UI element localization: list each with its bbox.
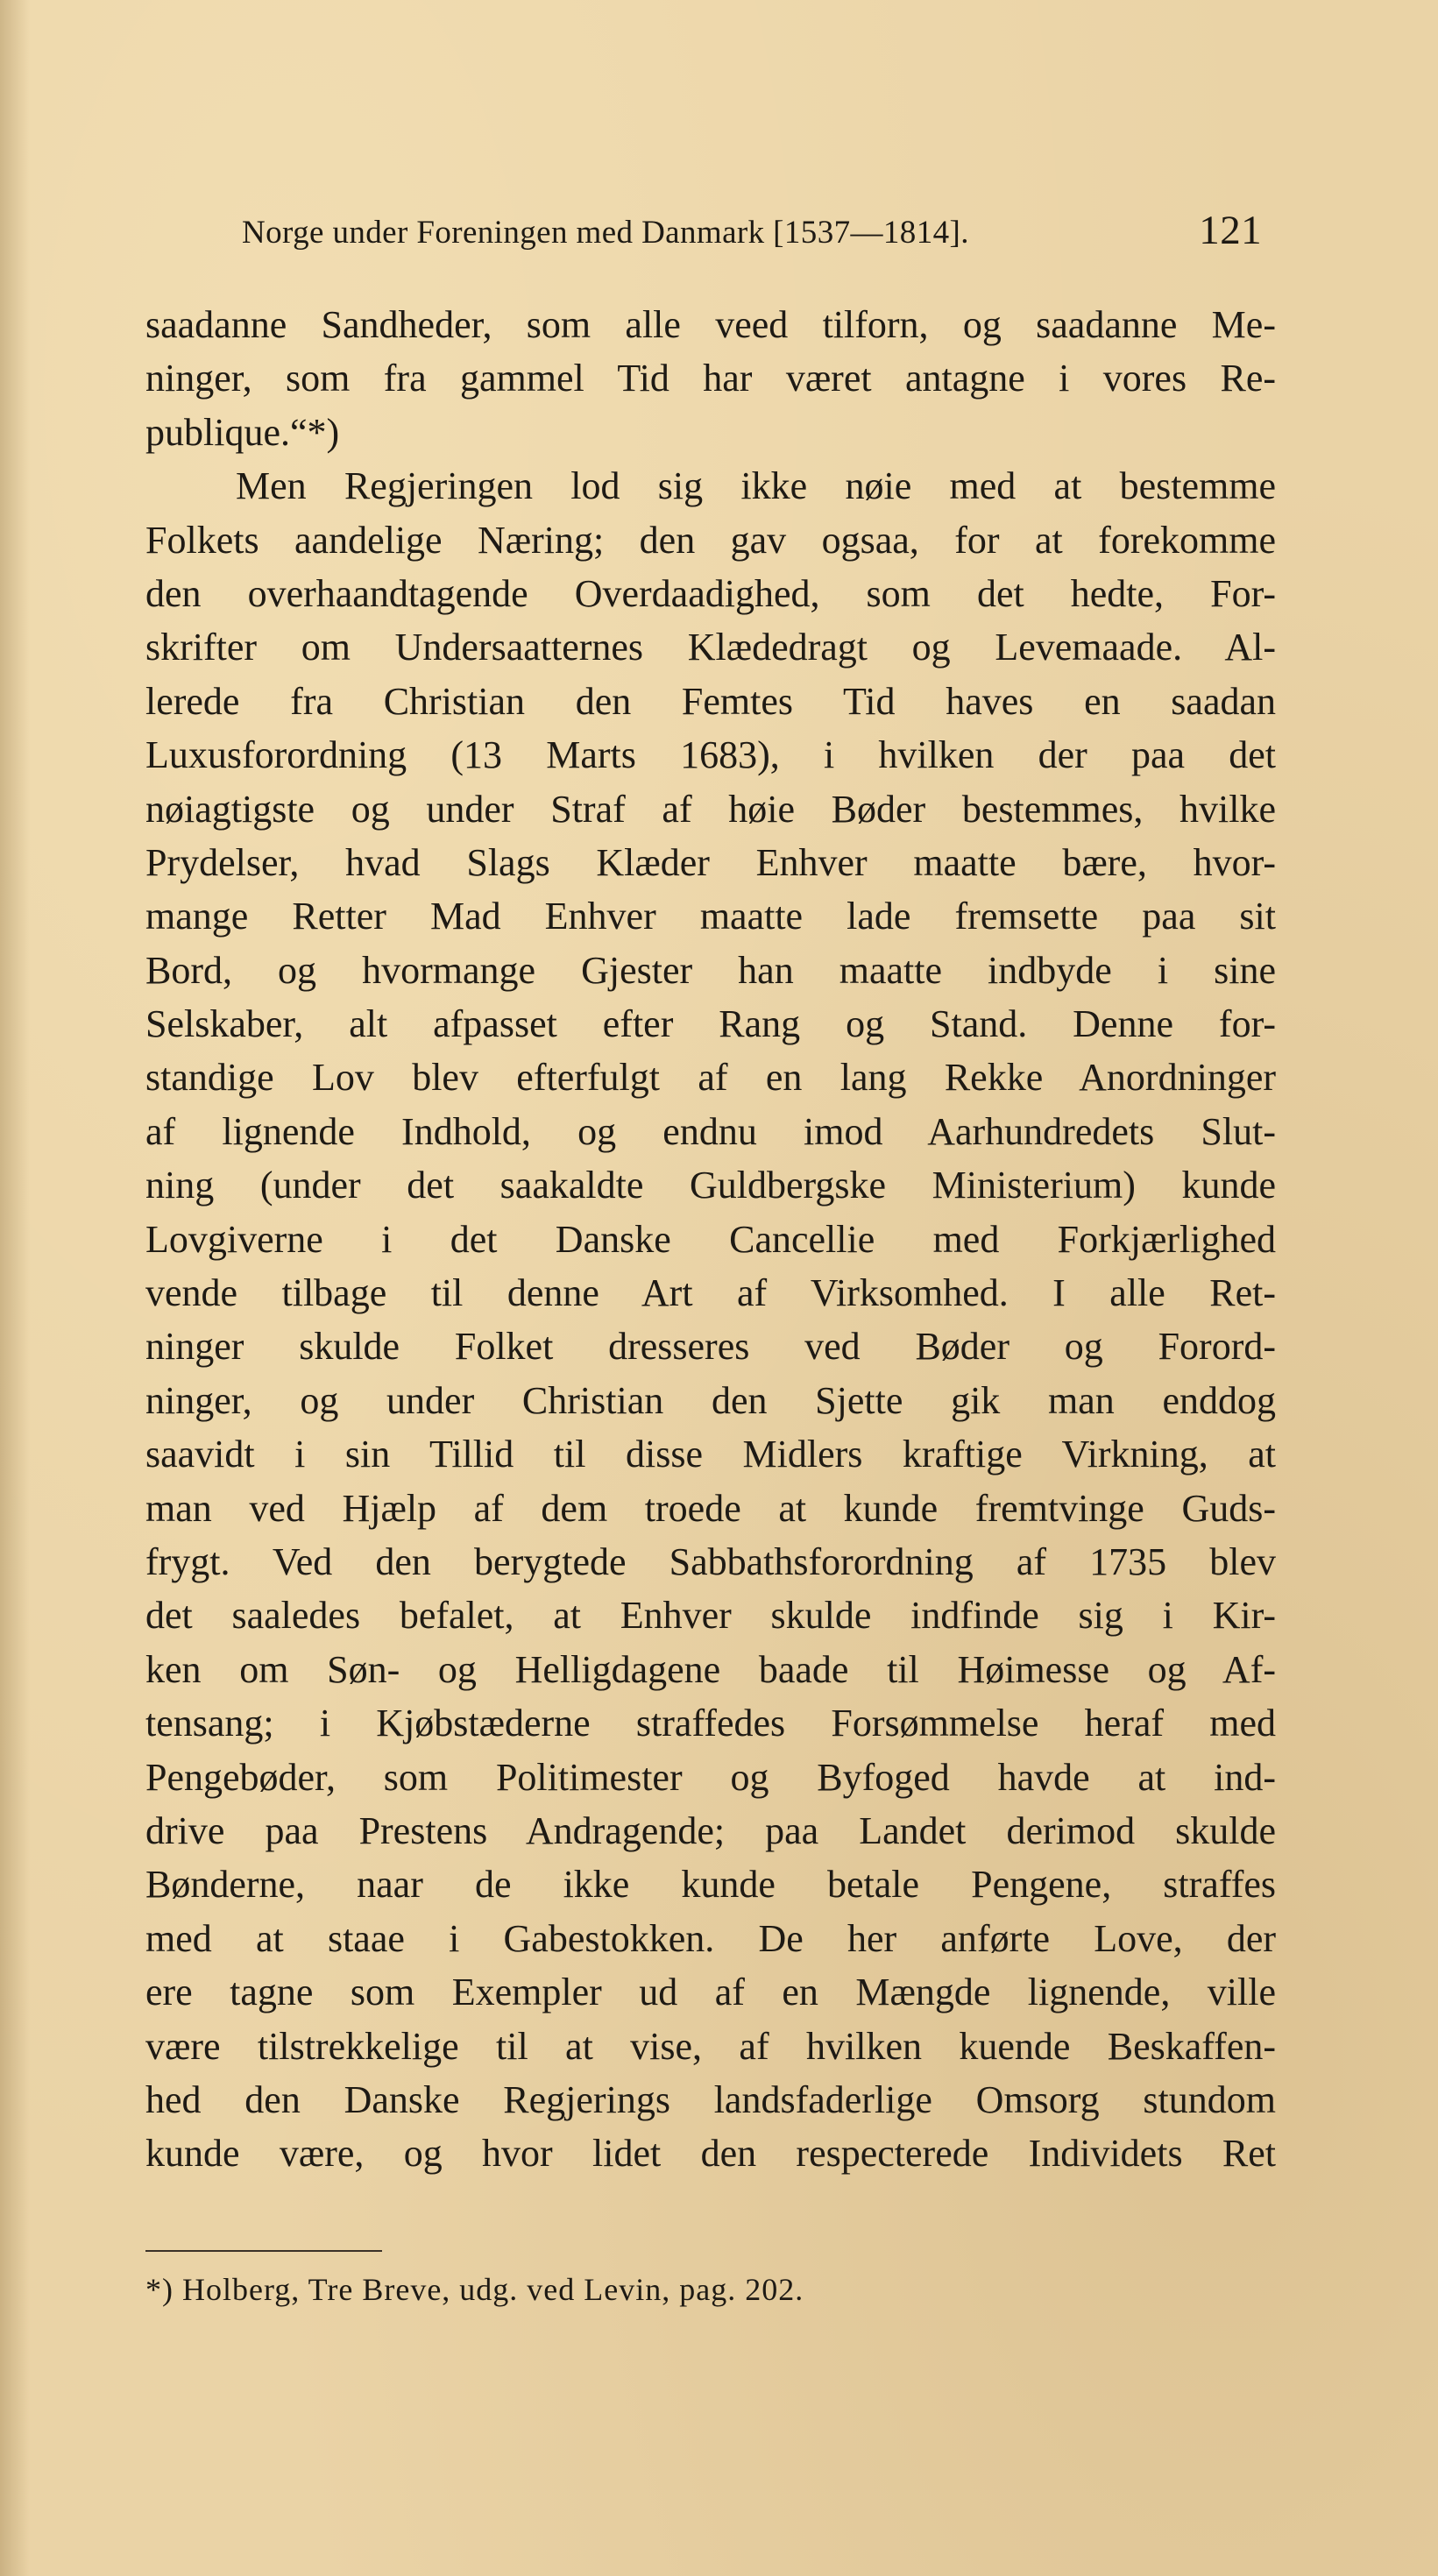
text-line: ning (under det saakaldte Guldbergske Ministerium) kunde bbox=[145, 1164, 1276, 1207]
running-header bbox=[242, 207, 1262, 259]
text-line: frygt. Ved den berygtede Sabbathsforordning af 1735 blev bbox=[145, 1539, 1276, 1583]
text-line: Luxusforordning (13 Marts 1683), i hvilken der paa det bbox=[145, 733, 1276, 777]
text-line: skrifter om Undersaatternes Klædedragt og Levemaade. Al- bbox=[145, 626, 1276, 669]
text-line: med at staae i Gabestokken. De her anførte Love, der bbox=[145, 1916, 1276, 1960]
text-line: ninger skulde Folket dresseres ved Bøder og Forord- bbox=[145, 1325, 1276, 1369]
text-line: drive paa Prestens Andragende; paa Landet derimod skulde bbox=[145, 1808, 1276, 1852]
page-number: 121 bbox=[1199, 208, 1262, 253]
footnote: *) Holberg, Tre Breve, udg. ved Levin, pag. 202. bbox=[145, 2272, 804, 2307]
text-line: ere tagne som Exempler ud af en Mængde lignende, ville bbox=[145, 1971, 1276, 2014]
body-text bbox=[145, 298, 1276, 2181]
text-line: ken om Søn- og Helligdagene baade til Høimesse og Af- bbox=[145, 1647, 1276, 1691]
text-line: Selskaber, alt afpasset efter Rang og Stand. Denne for- bbox=[145, 1002, 1276, 1046]
text-line: Bønderne, naar de ikke kunde betale Pengene, straffes bbox=[145, 1863, 1276, 1907]
text-line: saavidt i sin Tillid til disse Midlers kraftige Virkning, at bbox=[145, 1433, 1276, 1476]
text-line: Men Regjeringen lod sig ikke nøie med at bestemme bbox=[236, 464, 1276, 508]
header-title: Norge under Foreningen med Danmark [1537—1814]. bbox=[242, 215, 969, 251]
text-line: kunde være, og hvor lidet den respecterede Individets Ret bbox=[145, 2132, 1276, 2176]
text-line: man ved Hjælp af dem troede at kunde fremtvinge Guds- bbox=[145, 1486, 1276, 1530]
text-line: Bord, og hvormange Gjester han maatte indbyde i sine bbox=[145, 948, 1276, 992]
page-edge-shadow bbox=[0, 0, 30, 2576]
footnote-divider bbox=[145, 2250, 382, 2252]
text-line: Lovgiverne i det Danske Cancellie med Forkjærlighed bbox=[145, 1217, 1276, 1261]
text-line: vende tilbage til denne Art af Virksomhed. I alle Ret- bbox=[145, 1271, 1276, 1315]
text-line: tensang; i Kjøbstæderne straffedes Forsømmelse heraf med bbox=[145, 1702, 1276, 1745]
text-line: publique.“*) bbox=[145, 410, 340, 454]
text-line: den overhaandtagende Overdaadighed, som det hedte, For- bbox=[145, 571, 1276, 615]
text-line: Pengebøder, som Politimester og Byfoged havde at ind- bbox=[145, 1755, 1276, 1799]
text-line: Prydelser, hvad Slags Klæder Enhver maatte bære, hvor- bbox=[145, 840, 1276, 884]
text-line: hed den Danske Regjerings landsfaderlige Omsorg stundom bbox=[145, 2077, 1276, 2121]
text-line: det saaledes befalet, at Enhver skulde indfinde sig i Kir- bbox=[145, 1594, 1276, 1638]
text-line: være tilstrekkelige til at vise, af hvilken kuende Beskaffen- bbox=[145, 2024, 1276, 2068]
text-line: mange Retter Mad Enhver maatte lade fremsette paa sit bbox=[145, 895, 1276, 938]
text-line: standige Lov blev efterfulgt af en lang Rekke Anordninger bbox=[145, 1056, 1276, 1100]
text-line: af lignende Indhold, og endnu imod Aarhundredets Slut- bbox=[145, 1109, 1276, 1153]
text-line: nøiagtigste og under Straf af høie Bøder bestemmes, hvilke bbox=[145, 787, 1276, 831]
text-line: lerede fra Christian den Femtes Tid haves en saadan bbox=[145, 679, 1276, 723]
text-line: ninger, som fra gammel Tid har været antagne i vores Re- bbox=[145, 357, 1276, 400]
text-line: Folkets aandelige Næring; den gav ogsaa, for at forekomme bbox=[145, 518, 1276, 562]
text-line: saadanne Sandheder, som alle veed tilforn, og saadanne Me- bbox=[145, 303, 1276, 346]
text-line: ninger, og under Christian den Sjette gik man enddog bbox=[145, 1378, 1276, 1422]
